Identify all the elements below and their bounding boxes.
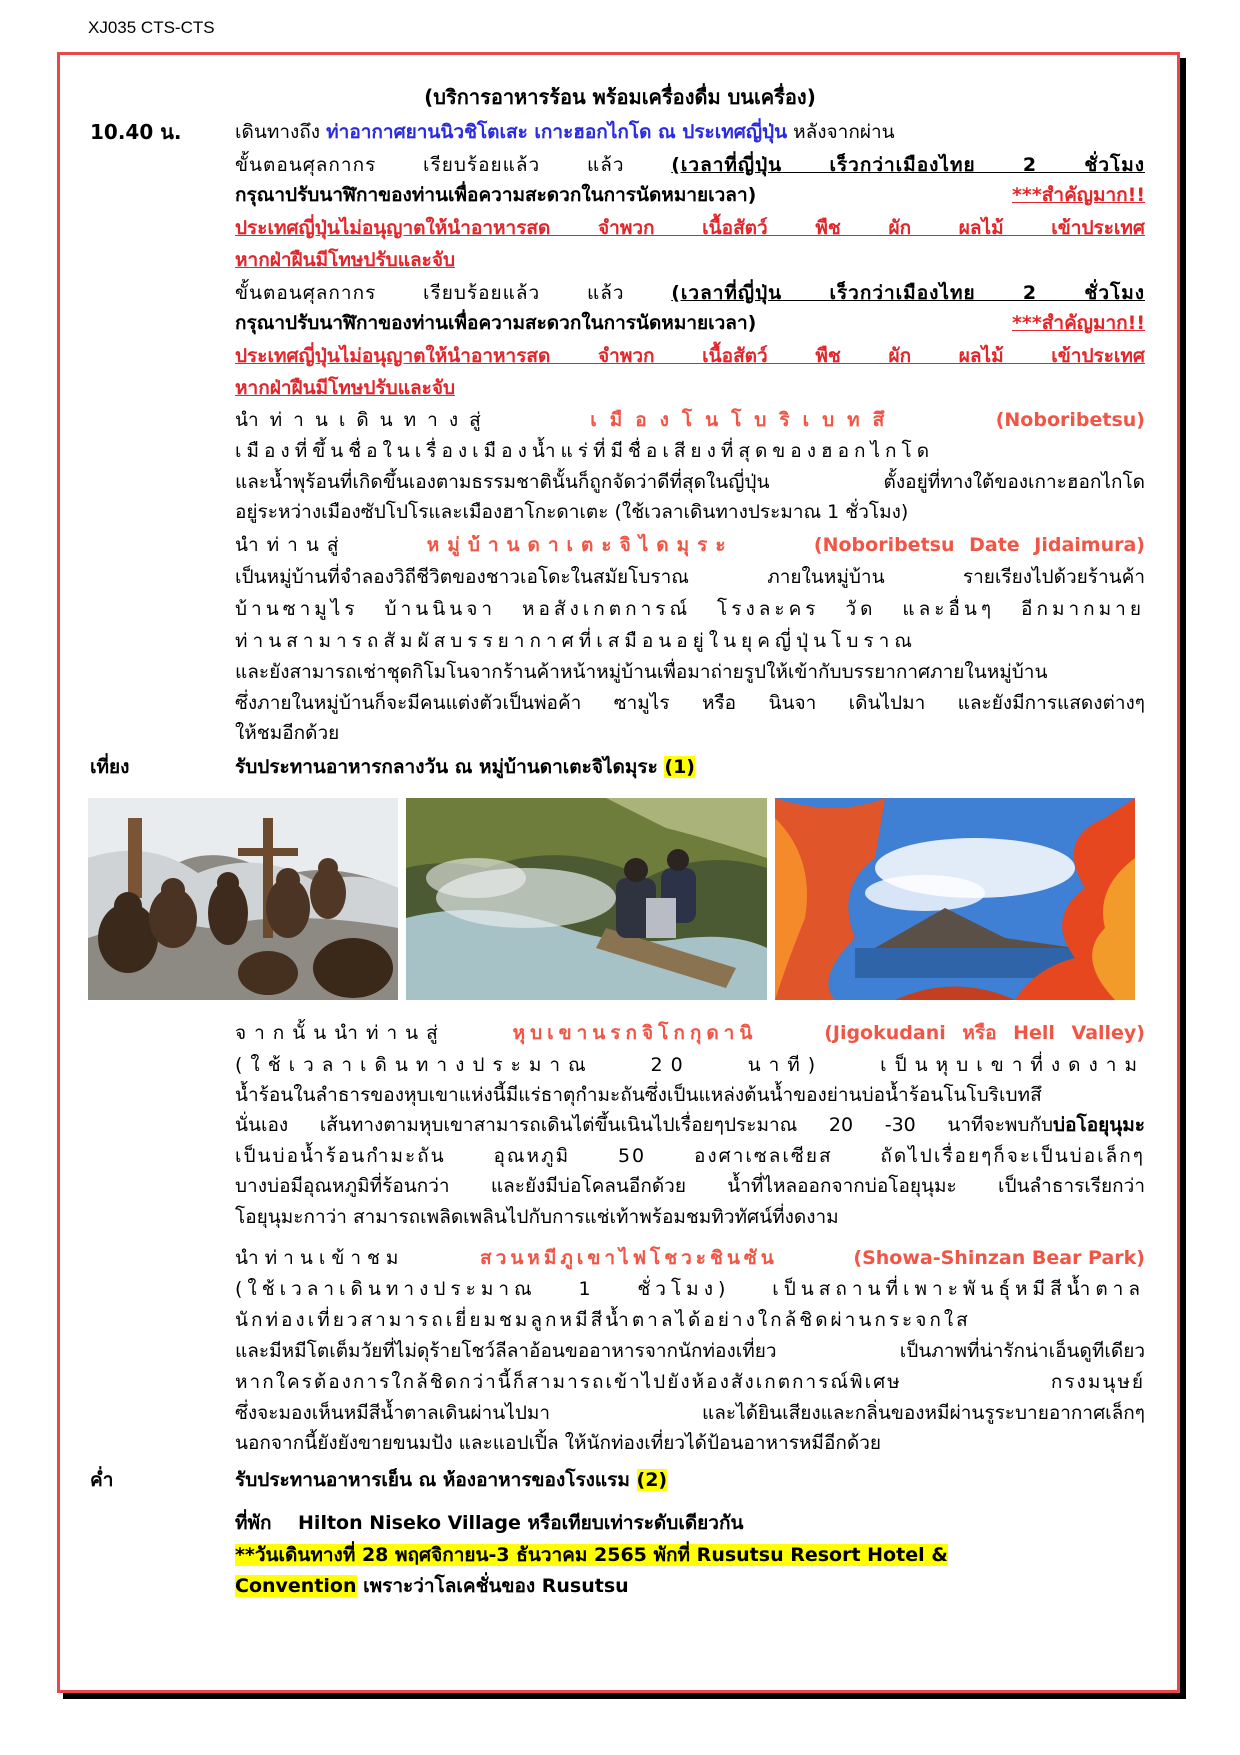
date-village-line-6: ซึ่งภายในหมู่บ้านก็จะมีคนแต่งตัวเป็นพ่อค้า ซามูไร หรือ นินจา เดินไปมา และยังมีการแสดงต่างๆ <box>235 692 1145 714</box>
lunch-label: เที่ยง <box>90 756 130 778</box>
noboribetsu-line-3: และน้ำพุร้อนที่เกิดขึ้นเองตามธรรมชาตินั้นก็ถูกจัดว่าดีที่สุดในญี่ปุ่น ตั้งอยู่ที่ทางใต้ของเกาะฮอกไกโด <box>235 471 1145 493</box>
date-village-name: หมู่บ้านดาเตะจิไดมุระ <box>426 534 734 556</box>
document-code: XJ035 CTS-CTS <box>88 18 215 37</box>
hotel-name: Hilton Niseko Village <box>298 1512 521 1534</box>
jigokudani-name: หุบเขานรกจิโกกุดานิ <box>512 1022 758 1044</box>
jigokudani-line-7: โอยุนุมะกาว่า สามารถเพลิดเพลินไปกับการแช่เท้าพร้อมชมทิวทัศน์ที่งดงาม <box>235 1206 839 1228</box>
customs-line-repeat: ขั้นตอนศุลกากร เรียบร้อยแล้ว แล้ว (เวลาที่ญี่ปุ่น เร็วกว่าเมืองไทย 2 ชั่วโมง <box>235 282 1145 304</box>
bear-park-line-2: (ใช้เวลาเดินทางประมาณ 1 ชั่วโมง) เป็นสถานที่เพาะพันธุ์หมีสีน้ำตาล <box>235 1278 1145 1300</box>
bear-park-line-3: นักท่องเที่ยวสามารถเยี่ยมชมลูกหมีสีน้ำตาลได้อย่างใกล้ชิดผ่านกระจกใส <box>235 1309 971 1331</box>
autumn-lake-toya-photo <box>775 798 1135 1000</box>
date-village-heading: นำท่านสู่ หมู่บ้านดาเตะจิไดมุระ (Noboribetsu Date Jidaimura) <box>235 530 1145 560</box>
date-village-line-7: ให้ชมอีกด้วย <box>235 722 340 744</box>
jigokudani-line-2: (ใช้เวลาเดินทางประมาณ 20 นาที) เป็นหุบเขาที่งดงาม <box>235 1054 1145 1076</box>
meal-number-2: (2) <box>636 1469 668 1491</box>
hot-spring-foot-bath-photo <box>406 798 767 1000</box>
clock-note-line-repeat: กรุณาปรับนาฬิกาของท่านเพื่อความสะดวกในการนัดหมายเวลา) ***สำคัญมาก!! <box>235 312 1145 334</box>
jigokudani-line-4: นั่นเอง เส้นทางตามหุบเขาสามารถเดินไต่ขึ้นเนินไปเรื่อยๆประมาณ 20 -30 นาทีจะพบกับบ่อโอยุนุมะ <box>235 1114 1145 1136</box>
jigokudani-heading: จากนั้นนำท่านสู่ หุบเขานรกจิโกกุดานิ (Jigokudani หรือ Hell Valley) <box>235 1018 1145 1048</box>
date-village-line-2: เป็นหมู่บ้านที่จำลองวิถีชีวิตของชาวเอโดะในสมัยโบราณ ภายในหมู่บ้าน รายเรียงไปด้วยร้านค้า <box>235 566 1145 588</box>
important-warning: ***สำคัญมาก!! <box>1012 184 1145 206</box>
bear-park-line-7: นอกจากนี้ยังยังขายขนมปัง และแอปเปิ้ล ให้นักท่องเที่ยวได้ป้อนอาหารหมีอีกด้วย <box>235 1432 881 1454</box>
dinner-label: ค่ำ <box>90 1469 114 1491</box>
jigokudani-line-6: บางบ่อมีอุณหภูมิที่ร้อนกว่า และยังมีบ่อโคลนอีกด้วย น้ำที่ไหลออกจากบ่อโอยุนุมะ เป็นลำธารเรียกว่า <box>235 1175 1145 1197</box>
noboribetsu-city-name: เมืองโนโบริเบทสึ <box>590 409 898 431</box>
brown-bears-photo <box>88 798 398 1000</box>
noboribetsu-line-2: เมืองที่ขึ้นชื่อในเรื่องเมืองน้ำแร่ที่มีชื่อเสียงที่สุดของฮอกไกโด <box>235 440 935 462</box>
date-village-line-3: บ้านซามูไร บ้านนินจา หอสังเกตการณ์ โรงละคร วัด และอื่นๆ อีกมากมาย <box>235 598 1145 620</box>
arrival-line-1: เดินทางถึง ท่าอากาศยานนิวชิโตเสะ เกาะฮอกไกโด ณ ประเทศญี่ปุ่น หลังจากผ่าน <box>235 121 895 143</box>
bear-park-line-5: หากใครต้องการใกล้ชิดกว่านี้ก็สามารถเข้าไปยังห้องสังเกตการณ์พิเศษ กรงมนุษย์ <box>235 1371 1145 1393</box>
date-village-line-4: ท่านสามารถสัมผัสบรรยากาศที่เสมือนอยู่ในยุคญี่ปุ่นโบราณ <box>235 630 917 652</box>
dinner-text: รับประทานอาหารเย็น ณ ห้องอาหารของโรงแรม (2) <box>235 1469 668 1491</box>
meal-number-1: (1) <box>664 756 695 778</box>
hotel-note-2: Convention เพราะว่าโลเคชั่นของ Rusutsu <box>235 1575 629 1597</box>
noboribetsu-line-4: อยู่ระหว่างเมืองซัปโปโรและเมืองฮาโกะดาเตะ (ใช้เวลาเดินทางประมาณ 1 ชั่วโมง) <box>235 501 909 523</box>
food-ban-warning: ประเทศญี่ปุ่นไม่อนุญาตให้นำอาหารสด จำพวก เนื้อสัตว์ พืช ผัก ผลไม้ เข้าประเทศ <box>235 217 1145 239</box>
food-ban-warning-repeat: ประเทศญี่ปุ่นไม่อนุญาตให้นำอาหารสด จำพวก เนื้อสัตว์ พืช ผัก ผลไม้ เข้าประเทศ <box>235 345 1145 367</box>
clock-note-line: กรุณาปรับนาฬิกาของท่านเพื่อความสะดวกในการนัดหมายเวลา) ***สำคัญมาก!! <box>235 184 1145 206</box>
bear-park-line-6: ซึ่งจะมองเห็นหมีสีน้ำตาลเดินผ่านไปมา และได้ยินเสียงและกลิ่นของหมีผ่านรูระบายอากาศเล็กๆ <box>235 1402 1145 1424</box>
arrival-time: 10.40 น. <box>90 120 182 144</box>
penalty-warning: หากฝ่าฝืนมีโทษปรับและจับ <box>235 249 456 271</box>
bear-park-name: สวนหมีภูเขาไฟโชวะชินซัน <box>480 1247 778 1269</box>
hotel-note-1: **วันเดินทางที่ 28 พฤศจิกายน-3 ธันวาคม 2565 พักที่ Rusutsu Resort Hotel & <box>235 1544 948 1566</box>
jigokudani-line-3: น้ำร้อนในลำธารของหุบเขาแห่งนี้มีแร่ธาตุกำมะถันซึ่งเป็นแหล่งต้นน้ำของย่านบ่อน้ำร้อนโนโบริเบทสึ <box>235 1084 1042 1106</box>
new-chitose-airport: ท่าอากาศยานนิวชิโตเสะ เกาะฮอกไกโด ณ ประเทศญี่ปุ่น <box>326 121 788 143</box>
date-village-line-5: และยังสามารถเช่าชุดกิโมโนจากร้านค้าหน้าหมู่บ้านเพื่อมาถ่ายรูปให้เข้ากับบรรยากาศภายในหมู่บ้าน <box>235 661 1048 683</box>
hotel-line: ที่พัก Hilton Niseko Village หรือเทียบเท่าระดับเดียวกัน <box>235 1512 744 1534</box>
bear-park-line-4: และมีหมีโตเต็มวัยที่ไม่ดุร้ายโชว์ลีลาอ้อนขออาหารจากนักท่องเที่ยว เป็นภาพที่น่ารักน่าเอ็นดูทีเดียว <box>235 1340 1145 1362</box>
jigokudani-line-5: เป็นบ่อน้ำร้อนกำมะถัน อุณหภูมิ 50 องศาเซลเซียส ถัดไปเรื่อยๆก็จะเป็นบ่อเล็กๆ <box>235 1145 1145 1167</box>
oyunuma-pond: บ่อโอยุนุมะ <box>1053 1114 1145 1136</box>
penalty-warning-repeat: หากฝ่าฝืนมีโทษปรับและจับ <box>235 377 456 399</box>
lunch-text: รับประทานอาหารกลางวัน ณ หมู่บ้านดาเตะจิไดมุระ (1) <box>235 756 695 778</box>
inflight-meal-note: (บริการอาหารร้อน พร้อมเครื่องดื่ม บนเครื่อง) <box>424 85 816 109</box>
bear-park-heading: นำท่านเข้าชม สวนหมีภูเขาไฟโชวะชินซัน (Showa-Shinzan Bear Park) <box>235 1243 1145 1273</box>
customs-line: ขั้นตอนศุลกากร เรียบร้อยแล้ว แล้ว (เวลาที่ญี่ปุ่น เร็วกว่าเมืองไทย 2 ชั่วโมง <box>235 154 1145 176</box>
noboribetsu-heading: นำท่านเดินทางสู่ เมืองโนโบริเบทสึ (Noboribetsu) <box>235 405 1145 435</box>
